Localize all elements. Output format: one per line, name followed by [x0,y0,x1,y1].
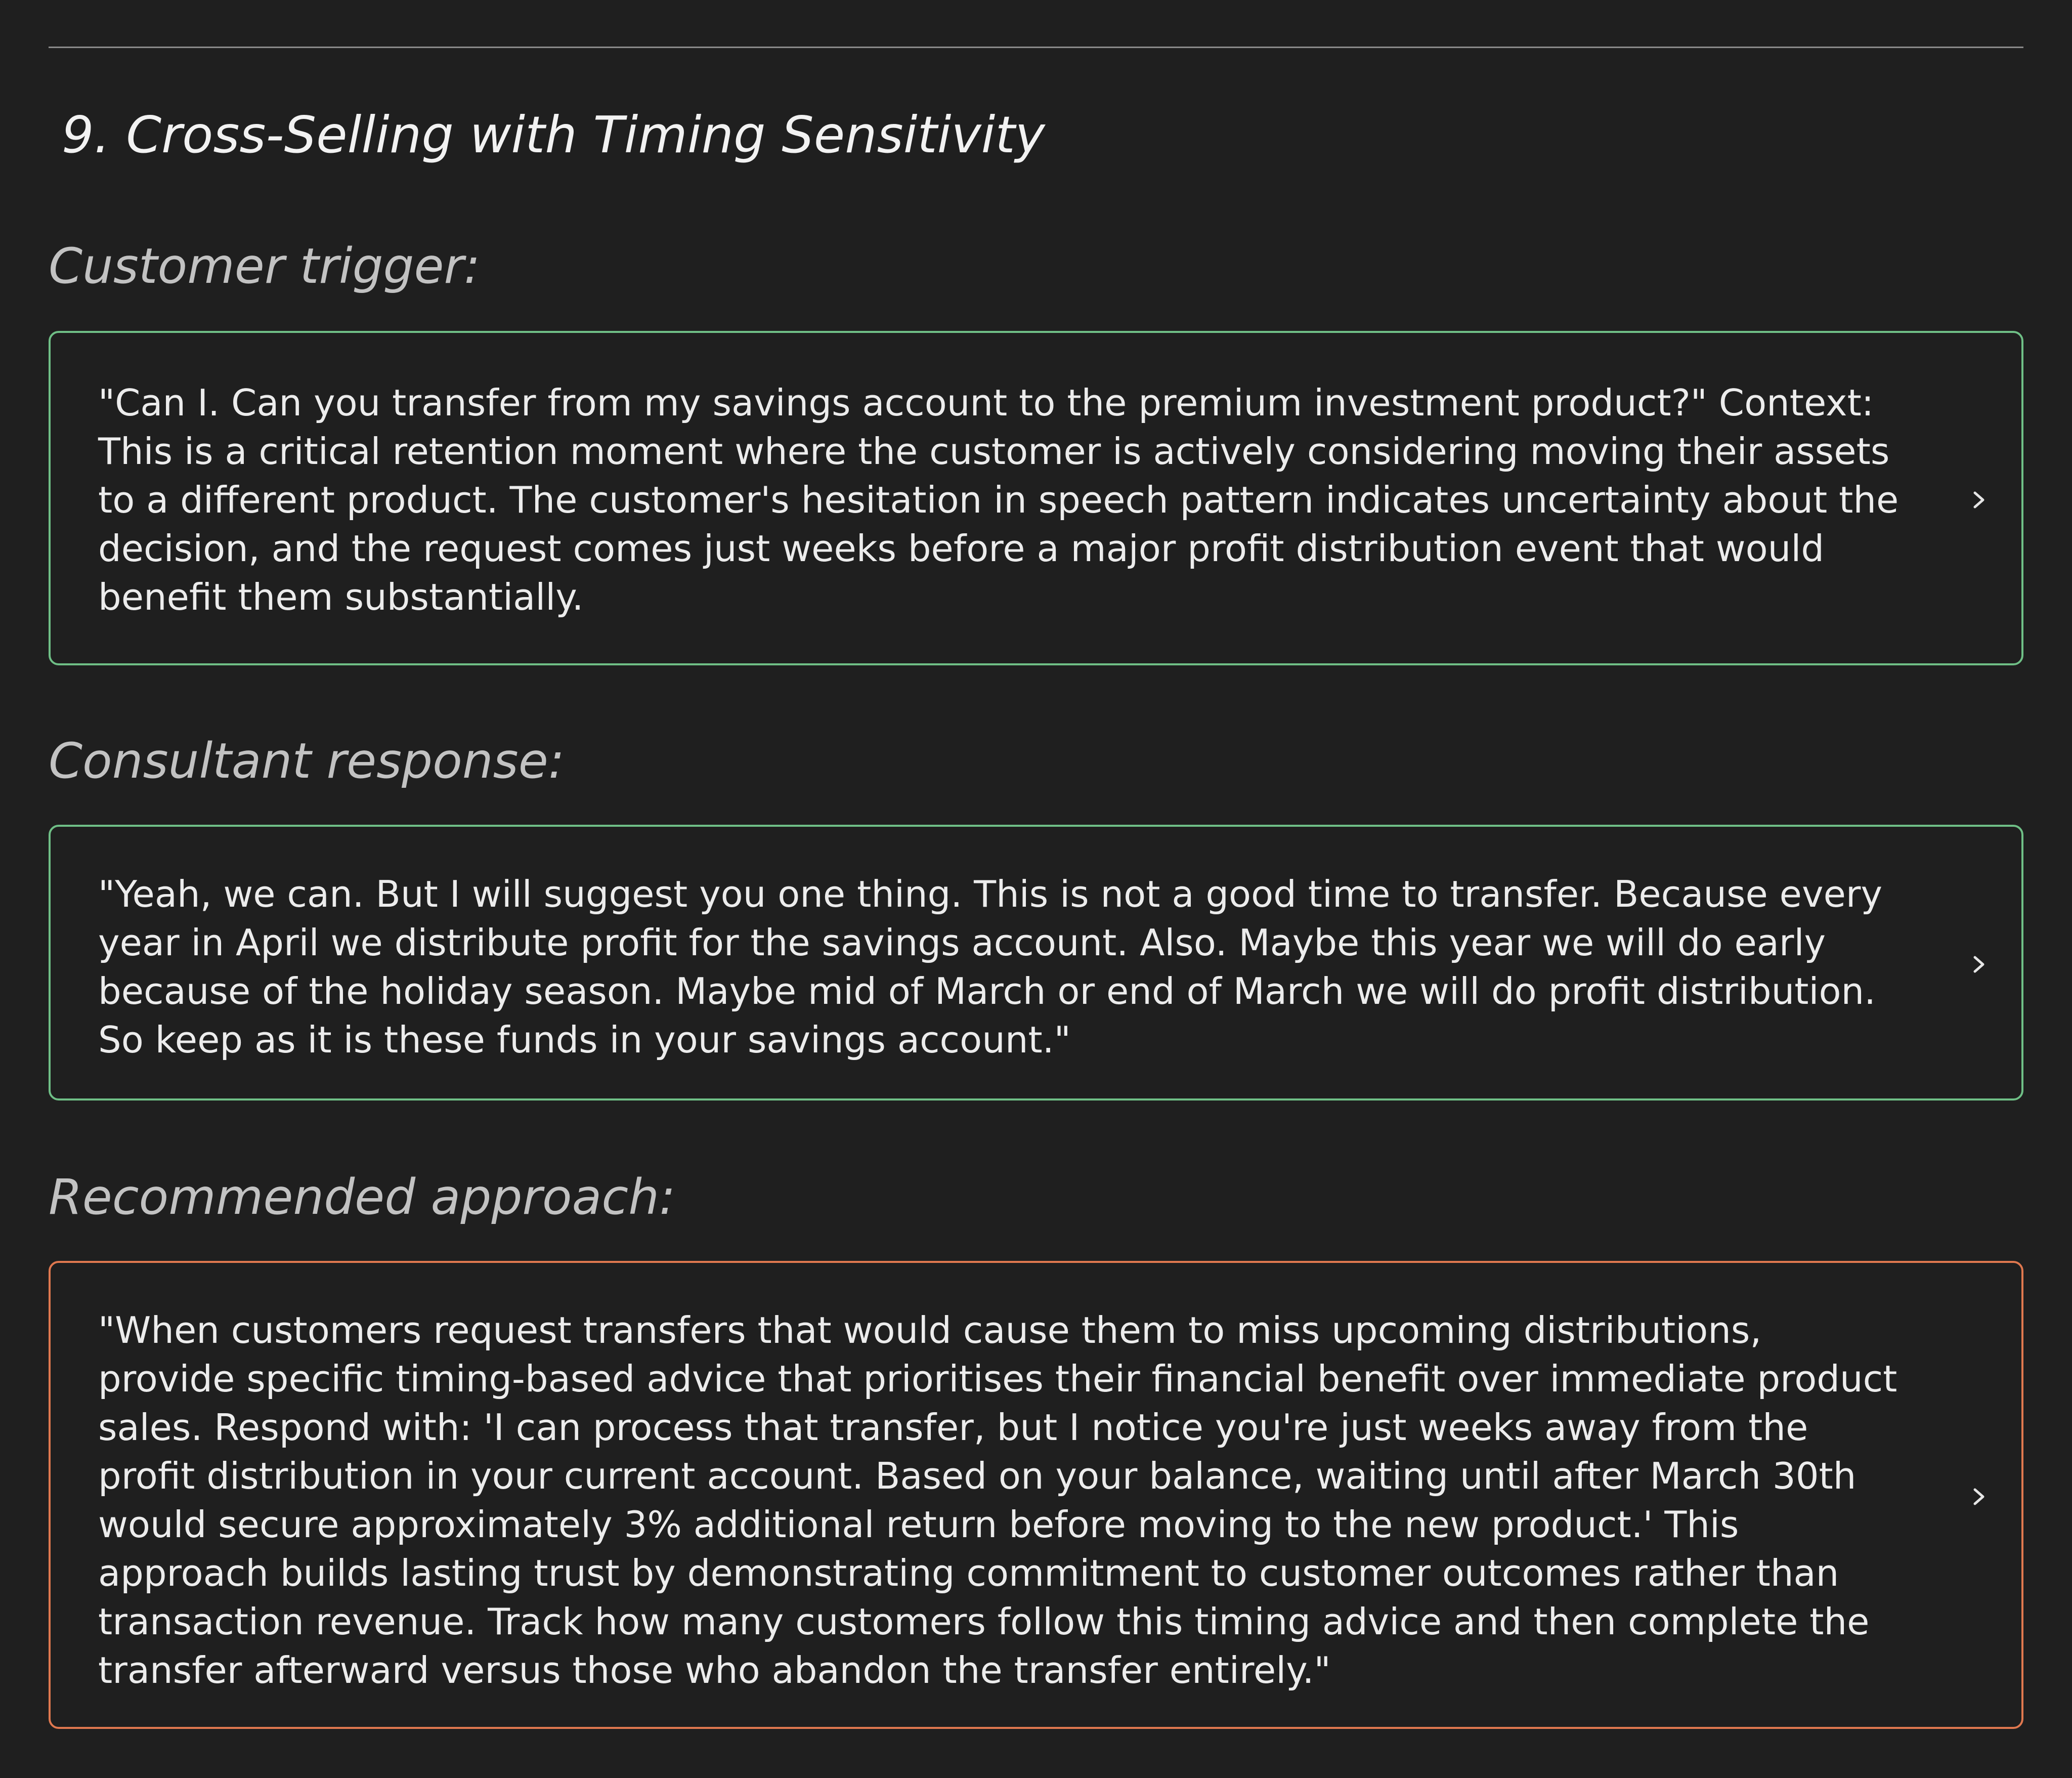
chevron-right-icon[interactable] [1969,1481,1989,1512]
recommended-approach-text: "When customers request transfers that would cause them to miss upcoming distributions, provide specific timing-based advice that prioritises their financial benefit over immediate product sales. Respond with: 'I can process that transfer, but I notice you're just weeks away from the profit distribution in your current account. Based on your balance, waiting until after March 30th would secure approximately 3% additional return before moving to the new product.' This approach builds lasting trust by demonstrating commitment to customer outcomes rather than transaction revenue. Track how many customers follow this timing advice and then complete the transfer afterward versus those who abandon the transfer entirely." [98,1309,1897,1691]
customer-trigger-card[interactable] [49,331,2023,665]
section-title: 9. Cross-Selling with Timing Sensitivity [62,105,1045,164]
customer-trigger-label: Customer trigger: [49,238,481,294]
consultant-response-card[interactable] [49,825,2023,1100]
chevron-right-icon[interactable] [1969,485,1989,515]
consultant-response-label: Consultant response: [49,733,565,789]
consultant-response-text: "Yeah, we can. But I will suggest you one thing. This is not a good time to transfer. Because every year in April we distribute profit for the savings account. Also. Maybe this year we will do early because of the holiday season. Maybe mid of March or end of March we will do profit distribution. So keep as it is these funds in your savings account." [98,873,1883,1061]
customer-trigger-text: "Can I. Can you transfer from my savings account to the premium investment product?" Context: This is a critical retention moment where the customer is actively considering moving their assets to a different product. The customer's hesitation in speech pattern indicates uncertainty about the decision, and the request comes just weeks before a major profit distribution event that would benefit them substantially. [98,382,1899,618]
recommended-approach-label: Recommended approach: [49,1169,676,1225]
top-divider [49,47,2023,48]
chevron-right-icon[interactable] [1969,949,1989,980]
recommended-approach-card[interactable] [49,1261,2023,1729]
